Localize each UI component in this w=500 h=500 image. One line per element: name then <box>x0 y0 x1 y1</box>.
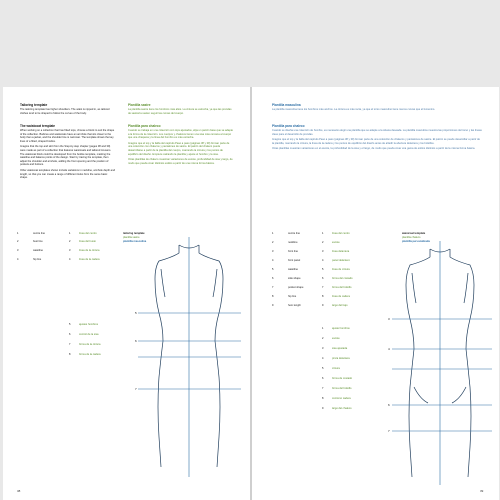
left-heading2-es: Plantilla para chaleco <box>128 124 161 128</box>
label-num: 6 <box>322 377 324 380</box>
label-num: 8 <box>272 295 274 298</box>
figure-title: tailoring template <box>123 232 145 235</box>
marker-number: 6 <box>135 339 137 343</box>
tailoring-template-figure <box>3 87 250 500</box>
label-es: línea del busto <box>79 240 96 243</box>
label-num: 1 <box>322 327 324 330</box>
right-page <box>252 87 499 500</box>
label-es: línea del centro <box>79 232 97 235</box>
label-es: línea de cintura <box>332 268 350 271</box>
label-es: sisa ajustada <box>332 347 348 350</box>
label-es: forma de costado <box>332 377 353 380</box>
label-en: centre line <box>288 232 300 235</box>
left-heading-es: Plantilla sastre <box>128 103 151 107</box>
label-en: front line <box>288 250 298 253</box>
label-es: contorno cadera <box>332 397 351 400</box>
label-es: control de la sisa <box>79 333 99 336</box>
label-num: 9 <box>322 407 324 410</box>
label-es: largo del chaleco <box>332 407 352 410</box>
label-es: línea delantera <box>332 250 350 253</box>
marker-number: 7 <box>135 387 137 391</box>
right-heading: Plantilla masculina <box>272 103 301 107</box>
label-num: 2 <box>322 337 324 340</box>
label-num: 5 <box>322 367 324 370</box>
label-en: pocket shape <box>288 286 304 289</box>
label-num: 1 <box>272 232 274 235</box>
label-num: 5 <box>322 268 324 271</box>
page-number: 39 <box>480 489 484 493</box>
marker-number: 6 <box>388 403 390 407</box>
label-num: 4 <box>322 259 324 262</box>
label-es: forma del bolsillo <box>332 286 352 289</box>
page-number: 38 <box>17 489 21 493</box>
label-es: línea de la cintura <box>79 249 100 252</box>
figure-subtitle-es2: plantilla masculina <box>123 240 147 243</box>
label-es: forma del costado <box>332 277 353 280</box>
left-page <box>3 87 250 500</box>
label-es: largo del bajo <box>332 304 348 307</box>
right-body: Cuando se diseña una colección de hombre, es necesario elegir una plantilla que se adapte a la silueta deseada. La plantilla masculina muestra las proporciones del torso y las líneas clave para el desarrollo de prendas. Imagine que el top y la falda del capítulo Paso a paso (páginas 38 y 39) forman parte de una colección de chalecos y pantalones de sastre. El patrón se puede desarrollar a partir de la plantilla, marcando la cintura, la línea de la cadera y los puntos de equilibrio del diseño antes de añadir la abertura delantera y los bolsillos. Otras plantillas muestran variaciones en el escote, la profundidad de la sisa y el largo, de modo que pueda crear una gama de estilos distintos a partir de la misma forma básica. <box>272 129 482 151</box>
label-num: 3 <box>69 249 71 252</box>
label-num: 7 <box>69 343 71 346</box>
label-es: cintura <box>332 367 340 370</box>
left-body-en: When working on a collection that has fitted tops, choose a block to suit the shape of the collection. Bodices and waistcoats have an armhole that sits closer to the body than a jacket, and the shoulder line is narrower. The template shows the key lines of a fitted, shaped bodice. Imagine that the top and skirt from the Step-by-step chapter (pages 38 and 39) were made as part of a collection that features waistcoats and tailored trousers. The waistcoat block could be developed from the bodice template, marking the waistline and balance points of the design. Start by tracing the template, then adjust the shoulder and armhole, adding the front opening and the position of pockets and buttons. Other waistcoat templates shown include variations in neckline, armhole depth and length, so that you can create a range of different looks from the same basic shape. <box>20 129 116 180</box>
label-es: ajuste hombros <box>332 327 350 330</box>
label-en: hem length <box>288 304 301 307</box>
label-num: 9 <box>272 304 274 307</box>
label-num: 4 <box>272 259 274 262</box>
label-num: 3 <box>322 347 324 350</box>
label-es: panel delantero <box>332 259 350 262</box>
figure-subtitle-es2: plantilla personalizada <box>402 240 430 243</box>
label-num: 6 <box>322 277 324 280</box>
label-en: hip line <box>33 258 42 261</box>
right-heading2: Plantilla para chaleco <box>272 124 305 128</box>
label-es: ajustes hombros <box>79 323 99 326</box>
label-num: 7 <box>322 286 324 289</box>
label-en: side shape <box>288 277 301 280</box>
label-es: línea de cadera <box>332 295 350 298</box>
label-num: 3 <box>17 249 19 252</box>
label-es: forma del bolsillo <box>332 387 352 390</box>
label-num: 1 <box>322 232 324 235</box>
label-en: bust line <box>33 240 43 243</box>
marker-number: 3 <box>388 317 390 321</box>
label-es: forma de la cintura <box>79 343 101 346</box>
label-en: waistline <box>33 249 43 252</box>
label-num: 1 <box>17 232 19 235</box>
label-en: front panel <box>288 259 301 262</box>
marker-number: 5 <box>135 311 137 315</box>
left-body-es: Cuando se trabaja en una colección con tops ajustados, elija un patrón base que se adapte a la forma de la colección. Los cuerpos y chalecos tienen una sisa más cercana al cuerpo que una chaqueta y la línea del hombro es más estrecha. Imagine que el top y la falda del capítulo Paso a paso (páginas 38 y 39) forman parte de una colección con chalecos y pantalones de sastre. El patrón del chaleco puede desarrollarse a partir de la plantilla del cuerpo, marcando la cintura y los puntos de equilibrio del diseño. Empiece calcando la plantilla y ajuste el hombro y la sisa. Otras plantillas de chaleco muestran variaciones de escote, profundidad de sisa y largo, de modo que pueda crear distintos estilos a partir de una misma forma básica. <box>128 129 233 165</box>
label-num: 2 <box>69 240 71 243</box>
label-num: 4 <box>69 258 71 261</box>
label-num: 8 <box>69 353 71 356</box>
label-num: 6 <box>69 333 71 336</box>
marker-number: 7 <box>388 429 390 433</box>
label-num: 3 <box>322 250 324 253</box>
label-en: waistline <box>288 268 298 271</box>
label-es: línea del centro <box>332 232 350 235</box>
label-num: 1 <box>69 232 71 235</box>
left-intro-en: The tailoring template has higher shoulders. The waist is nipped in, as tailored clothes tend to be shaped to follow the curves of the body. <box>20 108 110 115</box>
label-num: 4 <box>322 357 324 360</box>
label-num: 8 <box>322 397 324 400</box>
figure-subtitle-es: plantilla chaleco <box>402 236 421 239</box>
label-en: hip line <box>288 295 297 298</box>
label-en: centre line <box>33 232 45 235</box>
label-es: escote <box>332 337 340 340</box>
label-num: 8 <box>322 295 324 298</box>
label-num: 3 <box>272 250 274 253</box>
label-es: pinza delantera <box>332 357 350 360</box>
label-num: 6 <box>272 277 274 280</box>
left-intro-es: La plantilla sastre tiene los hombros más altos. La cintura se estrecha, ya que las prendas de sastrería suelen seguir las curvas del cuerpo. <box>128 108 232 115</box>
label-num: 2 <box>17 240 19 243</box>
label-num: 5 <box>69 323 71 326</box>
label-es: escote <box>332 241 340 244</box>
label-num: 4 <box>17 258 19 261</box>
label-es: línea de la cadera <box>79 258 100 261</box>
label-num: 2 <box>322 241 324 244</box>
label-es: forma de la cadera <box>79 353 101 356</box>
label-num: 5 <box>272 268 274 271</box>
label-num: 9 <box>322 304 324 307</box>
left-heading2-en: The waistcoat template <box>20 124 56 128</box>
figure-title: waistcoat template <box>402 232 426 235</box>
label-num: 7 <box>272 286 274 289</box>
waistcoat-template-figure <box>252 87 499 500</box>
label-num: 7 <box>322 387 324 390</box>
left-heading-en: Tailoring template <box>20 103 48 107</box>
label-en: neckline <box>288 241 298 244</box>
right-intro: La plantilla masculina tiene los hombros más anchos. La cintura es más recta, ya que el torso masculino tiene menos curvas que el femenino. <box>272 108 436 111</box>
figure-subtitle-es: plantilla sastre <box>123 236 140 239</box>
label-num: 2 <box>272 241 274 244</box>
marker-number: 4 <box>388 347 390 351</box>
